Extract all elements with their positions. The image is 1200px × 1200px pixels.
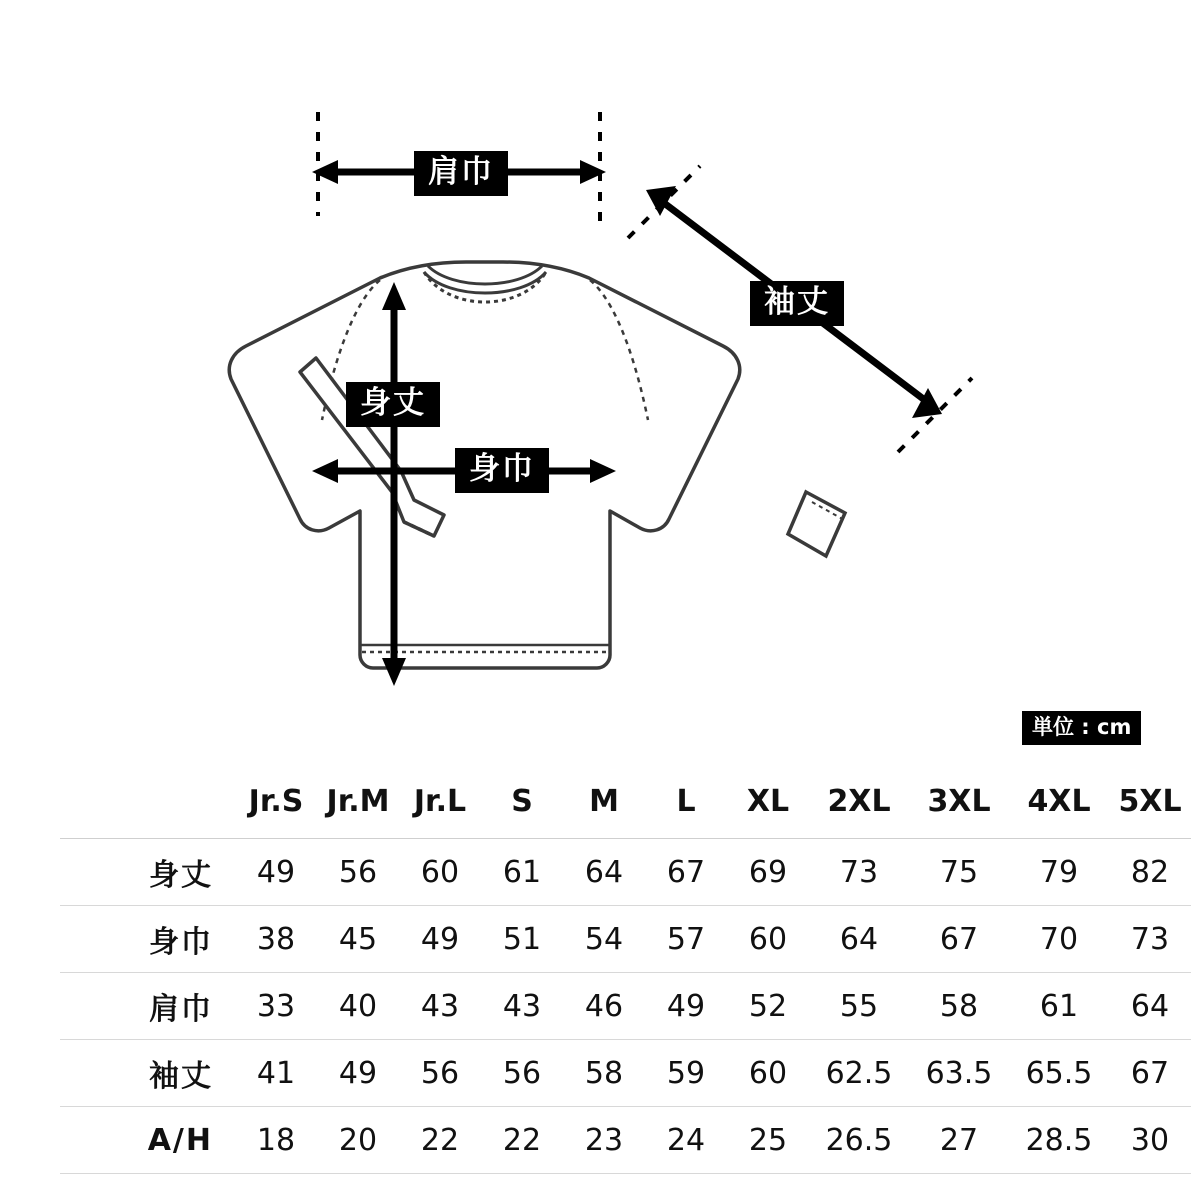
cell: 49: [235, 839, 317, 906]
table-row: [60, 1040, 1191, 1107]
table-header-row: [60, 768, 1191, 839]
cell: 73: [809, 839, 909, 906]
cell: 41: [235, 1040, 317, 1107]
cell: 52: [727, 973, 809, 1040]
cell: 24: [645, 1107, 727, 1174]
cell: 56: [399, 1040, 481, 1107]
cell: 25: [727, 1107, 809, 1174]
cell: 67: [909, 906, 1009, 973]
cell: 82: [1109, 839, 1191, 906]
cell: 75: [909, 839, 1009, 906]
cell: 67: [645, 839, 727, 906]
cell: 51: [481, 906, 563, 973]
row-label: 肩巾: [60, 973, 235, 1040]
cell: 40: [317, 973, 399, 1040]
cell: 28.5: [1009, 1107, 1109, 1174]
column-header-4: S: [481, 768, 563, 839]
table-row: [60, 1107, 1191, 1174]
column-header-6: L: [645, 768, 727, 839]
cell: 26.5: [809, 1107, 909, 1174]
right-cuff: [788, 492, 846, 556]
shoulder-arrow-head-right: [580, 160, 606, 184]
cell: 22: [399, 1107, 481, 1174]
cell: 64: [563, 839, 645, 906]
table-row: [60, 839, 1191, 906]
body-length-label: 身丈: [346, 382, 440, 427]
cell: 22: [481, 1107, 563, 1174]
cell: 49: [645, 973, 727, 1040]
column-header-1: Jr.S: [235, 768, 317, 839]
cell: 73: [1109, 906, 1191, 973]
cell: 60: [727, 906, 809, 973]
column-header-9: 3XL: [909, 768, 1009, 839]
table-row: [60, 906, 1191, 973]
size-table: [60, 768, 1191, 1174]
column-header-7: XL: [727, 768, 809, 839]
table-row: [60, 973, 1191, 1040]
cell: 20: [317, 1107, 399, 1174]
cell: 62.5: [809, 1040, 909, 1107]
cell: 60: [727, 1040, 809, 1107]
cell: 27: [909, 1107, 1009, 1174]
cell: 58: [563, 1040, 645, 1107]
cell: 49: [317, 1040, 399, 1107]
row-label: 袖丈: [60, 1040, 235, 1107]
cell: 58: [909, 973, 1009, 1040]
cell: 23: [563, 1107, 645, 1174]
cell: 54: [563, 906, 645, 973]
cell: 61: [481, 839, 563, 906]
column-header-0: [60, 768, 235, 839]
cell: 45: [317, 906, 399, 973]
cell: 64: [809, 906, 909, 973]
cell: 55: [809, 973, 909, 1040]
cell: 60: [399, 839, 481, 906]
row-label: A/H: [60, 1107, 235, 1174]
shoulder-arrow-head-left: [312, 160, 338, 184]
shoulder-width-label: 肩巾: [414, 151, 508, 196]
sleeve-length-label: 袖丈: [750, 281, 844, 326]
cell: 33: [235, 973, 317, 1040]
body-width-label: 身巾: [455, 448, 549, 493]
cell: 56: [317, 839, 399, 906]
cell: 61: [1009, 973, 1109, 1040]
body-length-arrow-head-bottom: [382, 658, 406, 686]
cell: 65.5: [1009, 1040, 1109, 1107]
cell: 69: [727, 839, 809, 906]
cell: 63.5: [909, 1040, 1009, 1107]
cell: 30: [1109, 1107, 1191, 1174]
column-header-3: Jr.L: [399, 768, 481, 839]
column-header-8: 2XL: [809, 768, 909, 839]
cell: 56: [481, 1040, 563, 1107]
column-header-10: 4XL: [1009, 768, 1109, 839]
row-label: 身巾: [60, 906, 235, 973]
cell: 49: [399, 906, 481, 973]
cell: 64: [1109, 973, 1191, 1040]
cell: 79: [1009, 839, 1109, 906]
cell: 67: [1109, 1040, 1191, 1107]
cell: 59: [645, 1040, 727, 1107]
cell: 43: [399, 973, 481, 1040]
size-table-container: [60, 768, 1182, 1174]
column-header-5: M: [563, 768, 645, 839]
column-header-2: Jr.M: [317, 768, 399, 839]
row-label: 身丈: [60, 839, 235, 906]
cell: 46: [563, 973, 645, 1040]
cell: 38: [235, 906, 317, 973]
cell: 43: [481, 973, 563, 1040]
column-header-11: 5XL: [1109, 768, 1191, 839]
cell: 57: [645, 906, 727, 973]
cell: 18: [235, 1107, 317, 1174]
cell: 70: [1009, 906, 1109, 973]
unit-badge: 単位 : cm: [1022, 711, 1141, 745]
